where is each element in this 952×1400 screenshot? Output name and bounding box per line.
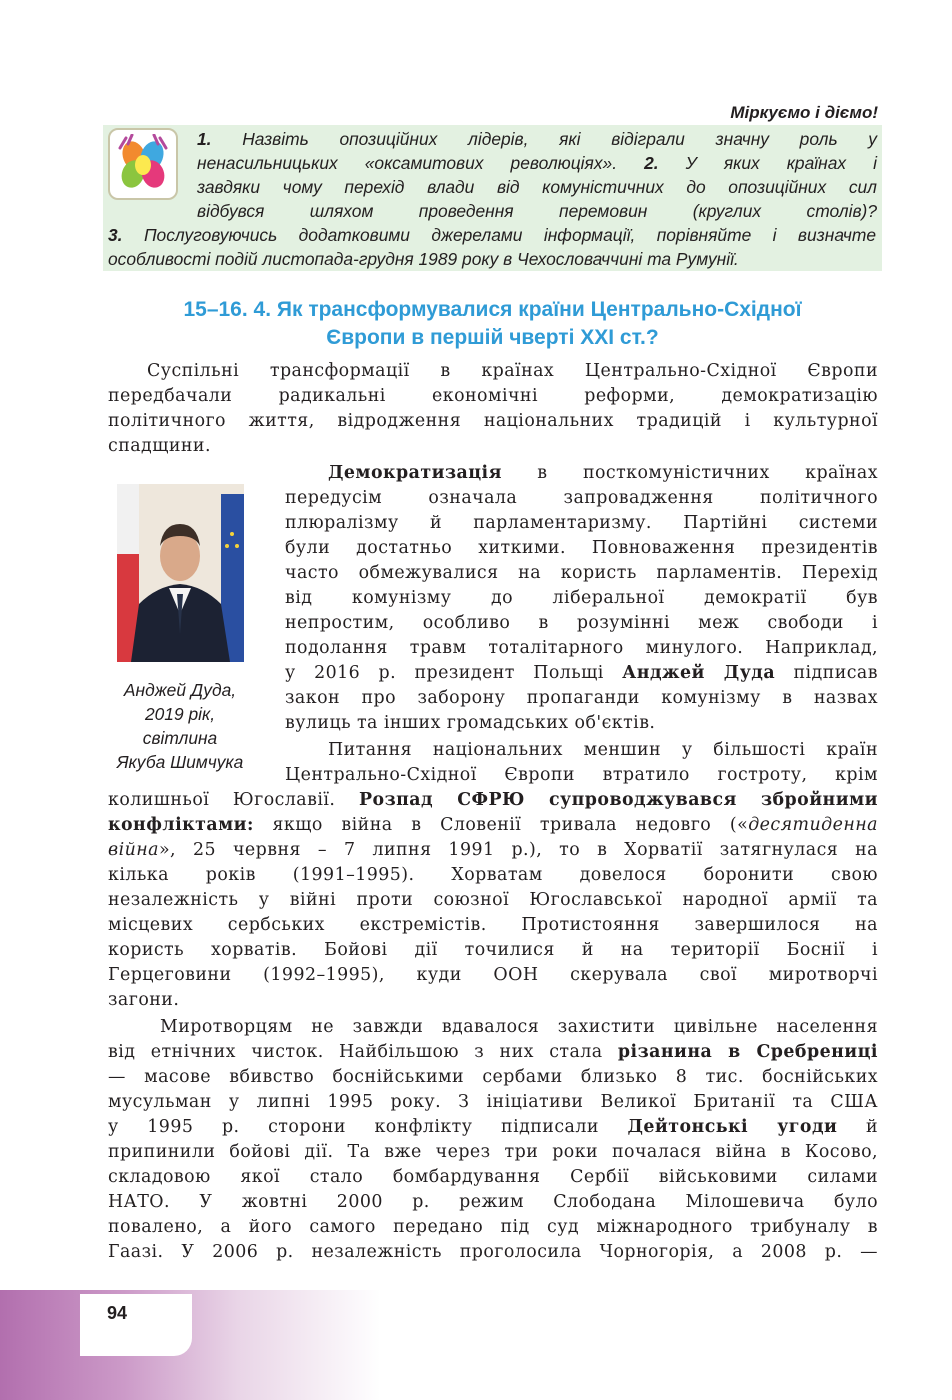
think-question-1-line-1: 1. Назвіть опозиційних лідерів, які відіграли значну роль у bbox=[197, 129, 877, 149]
paragraph-4-line: — масове вбивство боснійськими сербами близько 8 тис. боснійських bbox=[108, 1067, 878, 1087]
paragraph-4-line: від етнічних чисток. Найбільшою з них стала різанина в Сребрениці bbox=[108, 1042, 878, 1062]
paragraph-4-line: Гаазі. У 2006 р. незалежність проголосила Чорногорія, а 2008 р. — bbox=[108, 1242, 878, 1262]
think-question-3-line-2: особливості подій листопада-грудня 1989 року в Чехословаччині та Румунії. bbox=[108, 249, 739, 269]
think-and-act-title: Міркуємо і діємо! bbox=[730, 103, 878, 122]
paragraph-2-line: Демократизація в посткомуністичних країнах bbox=[328, 463, 878, 483]
term-dayton-accords: Дейтонські угоди bbox=[627, 1117, 838, 1137]
paragraph-3-line: незалежність у війні проти союзної Югославської народної армії та bbox=[108, 890, 878, 910]
paragraph-3-line: Питання національних меншин у більшості країн bbox=[328, 740, 878, 760]
photo-caption-line: світлина bbox=[142, 728, 218, 748]
paragraph-2-line: від комунізму до ліберальної демократії був bbox=[285, 588, 878, 608]
paragraph-2-line: передусім означала запровадження політичного bbox=[285, 488, 878, 508]
question-number-2: 2. bbox=[644, 153, 659, 173]
paragraph-2-line: були достатньо хиткими. Повноваження президентів bbox=[285, 538, 878, 558]
paragraph-2-line: у 2016 р. президент Польщі Анджей Дуда підписав bbox=[285, 663, 878, 683]
paragraph-3-line: кілька років (1991–1995). Хорватам довелося боронити свою bbox=[108, 865, 878, 885]
page-number: 94 bbox=[107, 1303, 128, 1323]
paragraph-1-line: Суспільні трансформації в країнах Центрально-Східної Європи bbox=[147, 361, 878, 381]
paragraph-1-line: політичного життя, відродження національних традицій і культурної bbox=[108, 411, 878, 431]
paragraph-3-line: загони. bbox=[108, 990, 180, 1010]
paragraph-2-line: плюралізму й парламентаризму. Партійні системи bbox=[285, 513, 878, 533]
photo-caption-line: Анджей Дуда, bbox=[123, 680, 237, 700]
paragraph-4-line: повалено, а його самого передано під суд міжнародного трибуналу в bbox=[108, 1217, 878, 1237]
paragraph-3-line: конфліктами: якщо війна в Словенії тривала недовго («десятиденна bbox=[108, 815, 878, 835]
paragraph-4-line: складовою якої стало бомбардування Сербії військовими силами bbox=[108, 1167, 878, 1187]
section-heading-line-2: Європи в першій чверті ХХІ ст.? bbox=[326, 326, 659, 349]
paragraph-3-line: Герцеговини (1992–1995), куди ООН скерувала свої миротворчі bbox=[108, 965, 878, 985]
paragraph-4-line: припинили бойові дії. Та вже через три роки почалася війна в Косово, bbox=[108, 1142, 878, 1162]
photo-caption-line: 2019 рік, bbox=[144, 704, 216, 724]
think-question-1-2-line: ненасильницьких «оксамитових революціях». 2. У яких країнах і bbox=[197, 153, 877, 173]
name-andrzej-duda: Анджей Дуда bbox=[622, 663, 776, 683]
paragraph-2-line: закон про заборону пропаганди комунізму в назвах bbox=[285, 688, 878, 708]
paragraph-4-line: у 1995 р. сторони конфлікту підписали Дейтонські угоди й bbox=[108, 1117, 878, 1137]
question-number-3: 3. bbox=[108, 225, 123, 245]
paragraph-3-line: користь хорватів. Бойові дії точилися й на території Боснії і bbox=[108, 940, 878, 960]
think-question-2-line-3: відбувся шляхом проведення перемовин (круглих столів)? bbox=[197, 201, 877, 221]
paragraph-2-line: непростим, особливо в розумінні меж свободи і bbox=[285, 613, 878, 633]
question-number-1: 1. bbox=[197, 129, 212, 149]
paragraph-3-line: місцевих сербських екстремістів. Протистояння завершилося на bbox=[108, 915, 878, 935]
photo-andrzej-duda bbox=[117, 484, 244, 662]
page-number-tab bbox=[80, 1294, 192, 1356]
paragraph-4-line: мусульман у липні 1995 року. З ініціативи Великої Британії та США bbox=[108, 1092, 878, 1112]
think-question-3-line-1: 3. Послуговуючись додатковими джерелами інформації, порівняйте і визначте bbox=[108, 225, 876, 245]
think-question-2-line-2: завдяки чому перехід влади від комуністичних до опозиційних сил bbox=[197, 177, 877, 197]
term-democratization: Демократизація bbox=[328, 463, 502, 483]
paragraph-3-line: колишньої Югославії. Розпад СФРЮ супроводжувався збройними bbox=[108, 790, 878, 810]
paragraph-2-line: часто обмежувалися на користь парламентів. Перехід bbox=[285, 563, 878, 583]
paragraph-4-line: НАТО. У жовтні 2000 р. режим Слободана Мілошевича було bbox=[108, 1192, 878, 1212]
hands-icon bbox=[108, 128, 178, 200]
paragraph-1-line: спадщини. bbox=[108, 436, 211, 456]
paragraph-1-line: передбачали радикальні економічні реформи, демократизацію bbox=[108, 386, 878, 406]
section-heading-line-1: 15–16. 4. Як трансформувалися країни Центрально-Східної bbox=[183, 298, 802, 321]
term-srebrenica-massacre: різанина в Сребрениці bbox=[617, 1042, 878, 1062]
paragraph-4-line: Миротворцям не завжди вдавалося захистити цивільне населення bbox=[160, 1017, 878, 1037]
photo-caption-line: Якуба Шимчука bbox=[116, 752, 244, 772]
paragraph-2-line: вулиць та інших громадських об'єктів. bbox=[285, 713, 656, 733]
paragraph-2-line: подолання травм тоталітарного минулого. Наприклад, bbox=[285, 638, 878, 658]
term-sfry-breakup: Розпад СФРЮ супроводжувався збройними bbox=[359, 790, 878, 810]
paragraph-3-line: Центрально-Східної Європи втратило гостроту, крім bbox=[285, 765, 878, 785]
paragraph-3-line: війна», 25 червня – 7 липня 1991 р.), то в Хорватії затягнулася на bbox=[108, 840, 878, 860]
